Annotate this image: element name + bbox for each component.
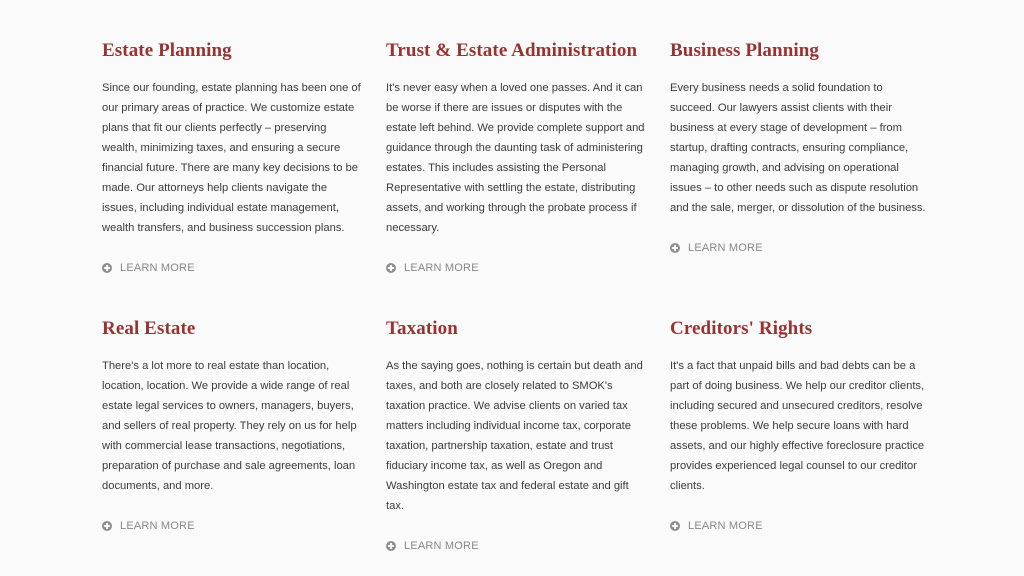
card-title: Real Estate [102, 318, 196, 339]
card-trust-estate-administration [386, 40, 646, 274]
card-title: Business Planning [670, 40, 820, 61]
plus-circle-icon [386, 263, 396, 273]
card-description: As the saying goes, nothing is certain but death and taxes, and both are closely related to SMOK's taxation practice. We advise clients on varied tax matters including individual income tax, corporate taxation, partnership taxation, estate and trust fiduciary income tax, as well as Oregon and Washington estate tax and federal estate and gift tax. [386, 360, 643, 512]
learn-more-link[interactable] [102, 262, 362, 274]
card-business-planning [670, 40, 930, 254]
card-title: Taxation [386, 318, 458, 339]
plus-circle-icon [102, 521, 112, 531]
card-taxation [386, 318, 646, 552]
card-description: Every business needs a solid foundation to succeed. Our lawyers assist clients with their business at every stage of development – from startup, drafting contracts, ensuring compliance, managing growth, and advising on operational issues – to other needs such as dispute resolution and the sale, merger, or dissolution of the business. [670, 82, 926, 214]
learn-more-label: LEARN MORE [688, 242, 763, 254]
card-description: It's never easy when a loved one passes. And it can be worse if there are issues or disputes with the estate left behind. We provide complete support and guidance through the daunting task of administering estates. This includes assisting the Personal Representative with settling the estate, distributing assets, and working through the probate process if necessary. [386, 82, 645, 234]
card-description: There's a lot more to real estate than location, location, location. We provide a wide range of real estate legal services to owners, managers, buyers, and sellers of real property. They rely on us for help with commercial lease transactions, negotiations, preparation of purchase and sale agreements, loan documents, and more. [102, 360, 357, 492]
card-real-estate [102, 318, 362, 532]
learn-more-link[interactable] [386, 262, 646, 274]
learn-more-link[interactable] [102, 520, 362, 532]
plus-circle-icon [670, 243, 680, 253]
card-estate-planning [102, 40, 362, 274]
card-creditors-rights [670, 318, 930, 532]
learn-more-label: LEARN MORE [120, 262, 195, 274]
card-title: Trust & Estate Administration [386, 40, 638, 61]
card-description: It's a fact that unpaid bills and bad debts can be a part of doing business. We help our creditor clients, including secured and unsecured creditors, resolve these problems. We help secure loans with hard assets, and our highly effective foreclosure practice provides experienced legal counsel to our creditor clients. [670, 360, 925, 492]
card-description: Since our founding, estate planning has been one of our primary areas of practice. We customize estate plans that fit our clients perfectly – preserving wealth, minimizing taxes, and ensuring a secure financial future. There are many key decisions to be made. Our attorneys help clients navigate the issues, including individual estate management, wealth transfers, and business succession plans. [102, 82, 361, 234]
learn-more-link[interactable] [670, 520, 930, 532]
card-title: Estate Planning [102, 40, 232, 61]
plus-circle-icon [670, 521, 680, 531]
learn-more-label: LEARN MORE [404, 262, 479, 274]
learn-more-label: LEARN MORE [120, 520, 195, 532]
plus-circle-icon [386, 541, 396, 551]
learn-more-link[interactable] [670, 242, 930, 254]
learn-more-link[interactable] [386, 540, 646, 552]
learn-more-label: LEARN MORE [688, 520, 763, 532]
plus-circle-icon [102, 263, 112, 273]
card-title: Creditors' Rights [670, 318, 813, 339]
learn-more-label: LEARN MORE [404, 540, 479, 552]
